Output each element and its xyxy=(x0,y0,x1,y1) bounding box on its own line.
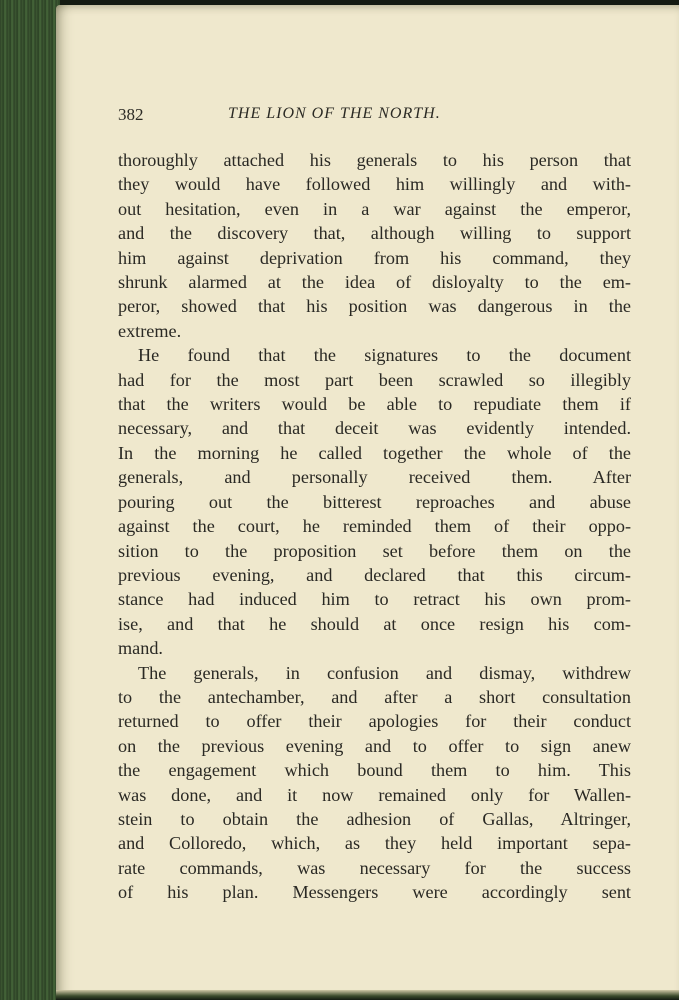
body-text xyxy=(118,148,631,905)
text-line: generals, and personally received them. After xyxy=(118,467,631,488)
text-line: In the morning he called together the whole of the xyxy=(118,442,631,463)
page-bottom-edge xyxy=(56,990,679,1000)
text-line: The generals, in confusion and dismay, withdrew xyxy=(138,662,631,683)
text-line: necessary, and that deceit was evidently intended. xyxy=(118,418,631,439)
text-line: of his plan. Messengers were accordingly sent xyxy=(118,882,631,903)
text-line: extreme. xyxy=(118,320,182,341)
text-line: and Colloredo, which, as they held important sepa- xyxy=(118,833,631,854)
paragraph xyxy=(118,148,631,343)
text-line: had for the most part been scrawled so illegibly xyxy=(118,369,631,390)
text-line: they would have followed him willingly and with- xyxy=(118,174,631,195)
paragraph xyxy=(118,661,631,905)
text-line: pouring out the bitterest reproaches and abuse xyxy=(118,491,631,512)
text-line: sition to the proposition set before them on the xyxy=(118,540,631,561)
text-line: stance had induced him to retract his own prom- xyxy=(118,589,631,610)
page-number: 382 xyxy=(118,105,144,124)
text-line: returned to offer their apologies for their conduct xyxy=(118,711,631,732)
text-line: that the writers would be able to repudiate them if xyxy=(118,394,631,415)
text-line: thoroughly attached his generals to his person that xyxy=(118,150,631,170)
text-line: peror, showed that his position was dangerous in the xyxy=(118,296,631,317)
running-head: THE LION OF THE NORTH. xyxy=(228,105,441,122)
text-line: the engagement which bound them to him. This xyxy=(118,760,631,781)
text-line: rate commands, was necessary for the success xyxy=(118,857,631,878)
text-line: previous evening, and declared that this circum- xyxy=(118,564,631,585)
text-line: ise, and that he should at once resign his com- xyxy=(118,613,631,634)
text-line: to the antechamber, and after a short consultation xyxy=(118,686,631,707)
text-line: was done, and it now remained only for Wallen- xyxy=(118,784,631,805)
paragraph xyxy=(118,343,631,660)
text-line: stein to obtain the adhesion of Gallas, Altringer, xyxy=(118,808,631,829)
text-line: on the previous evening and to offer to sign anew xyxy=(118,735,631,756)
text-line: him against deprivation from his command, they xyxy=(118,247,631,268)
text-line: shrunk alarmed at the idea of disloyalty to the em- xyxy=(118,272,631,293)
text-line: out hesitation, even in a war against the emperor, xyxy=(118,198,631,219)
text-line: He found that the signatures to the document xyxy=(138,345,631,366)
page-edges xyxy=(0,0,60,1000)
text-line: and the discovery that, although willing to support xyxy=(118,223,631,244)
page-header xyxy=(118,103,588,131)
text-line: mand. xyxy=(118,638,163,659)
text-line: against the court, he reminded them of their oppo- xyxy=(118,516,631,537)
